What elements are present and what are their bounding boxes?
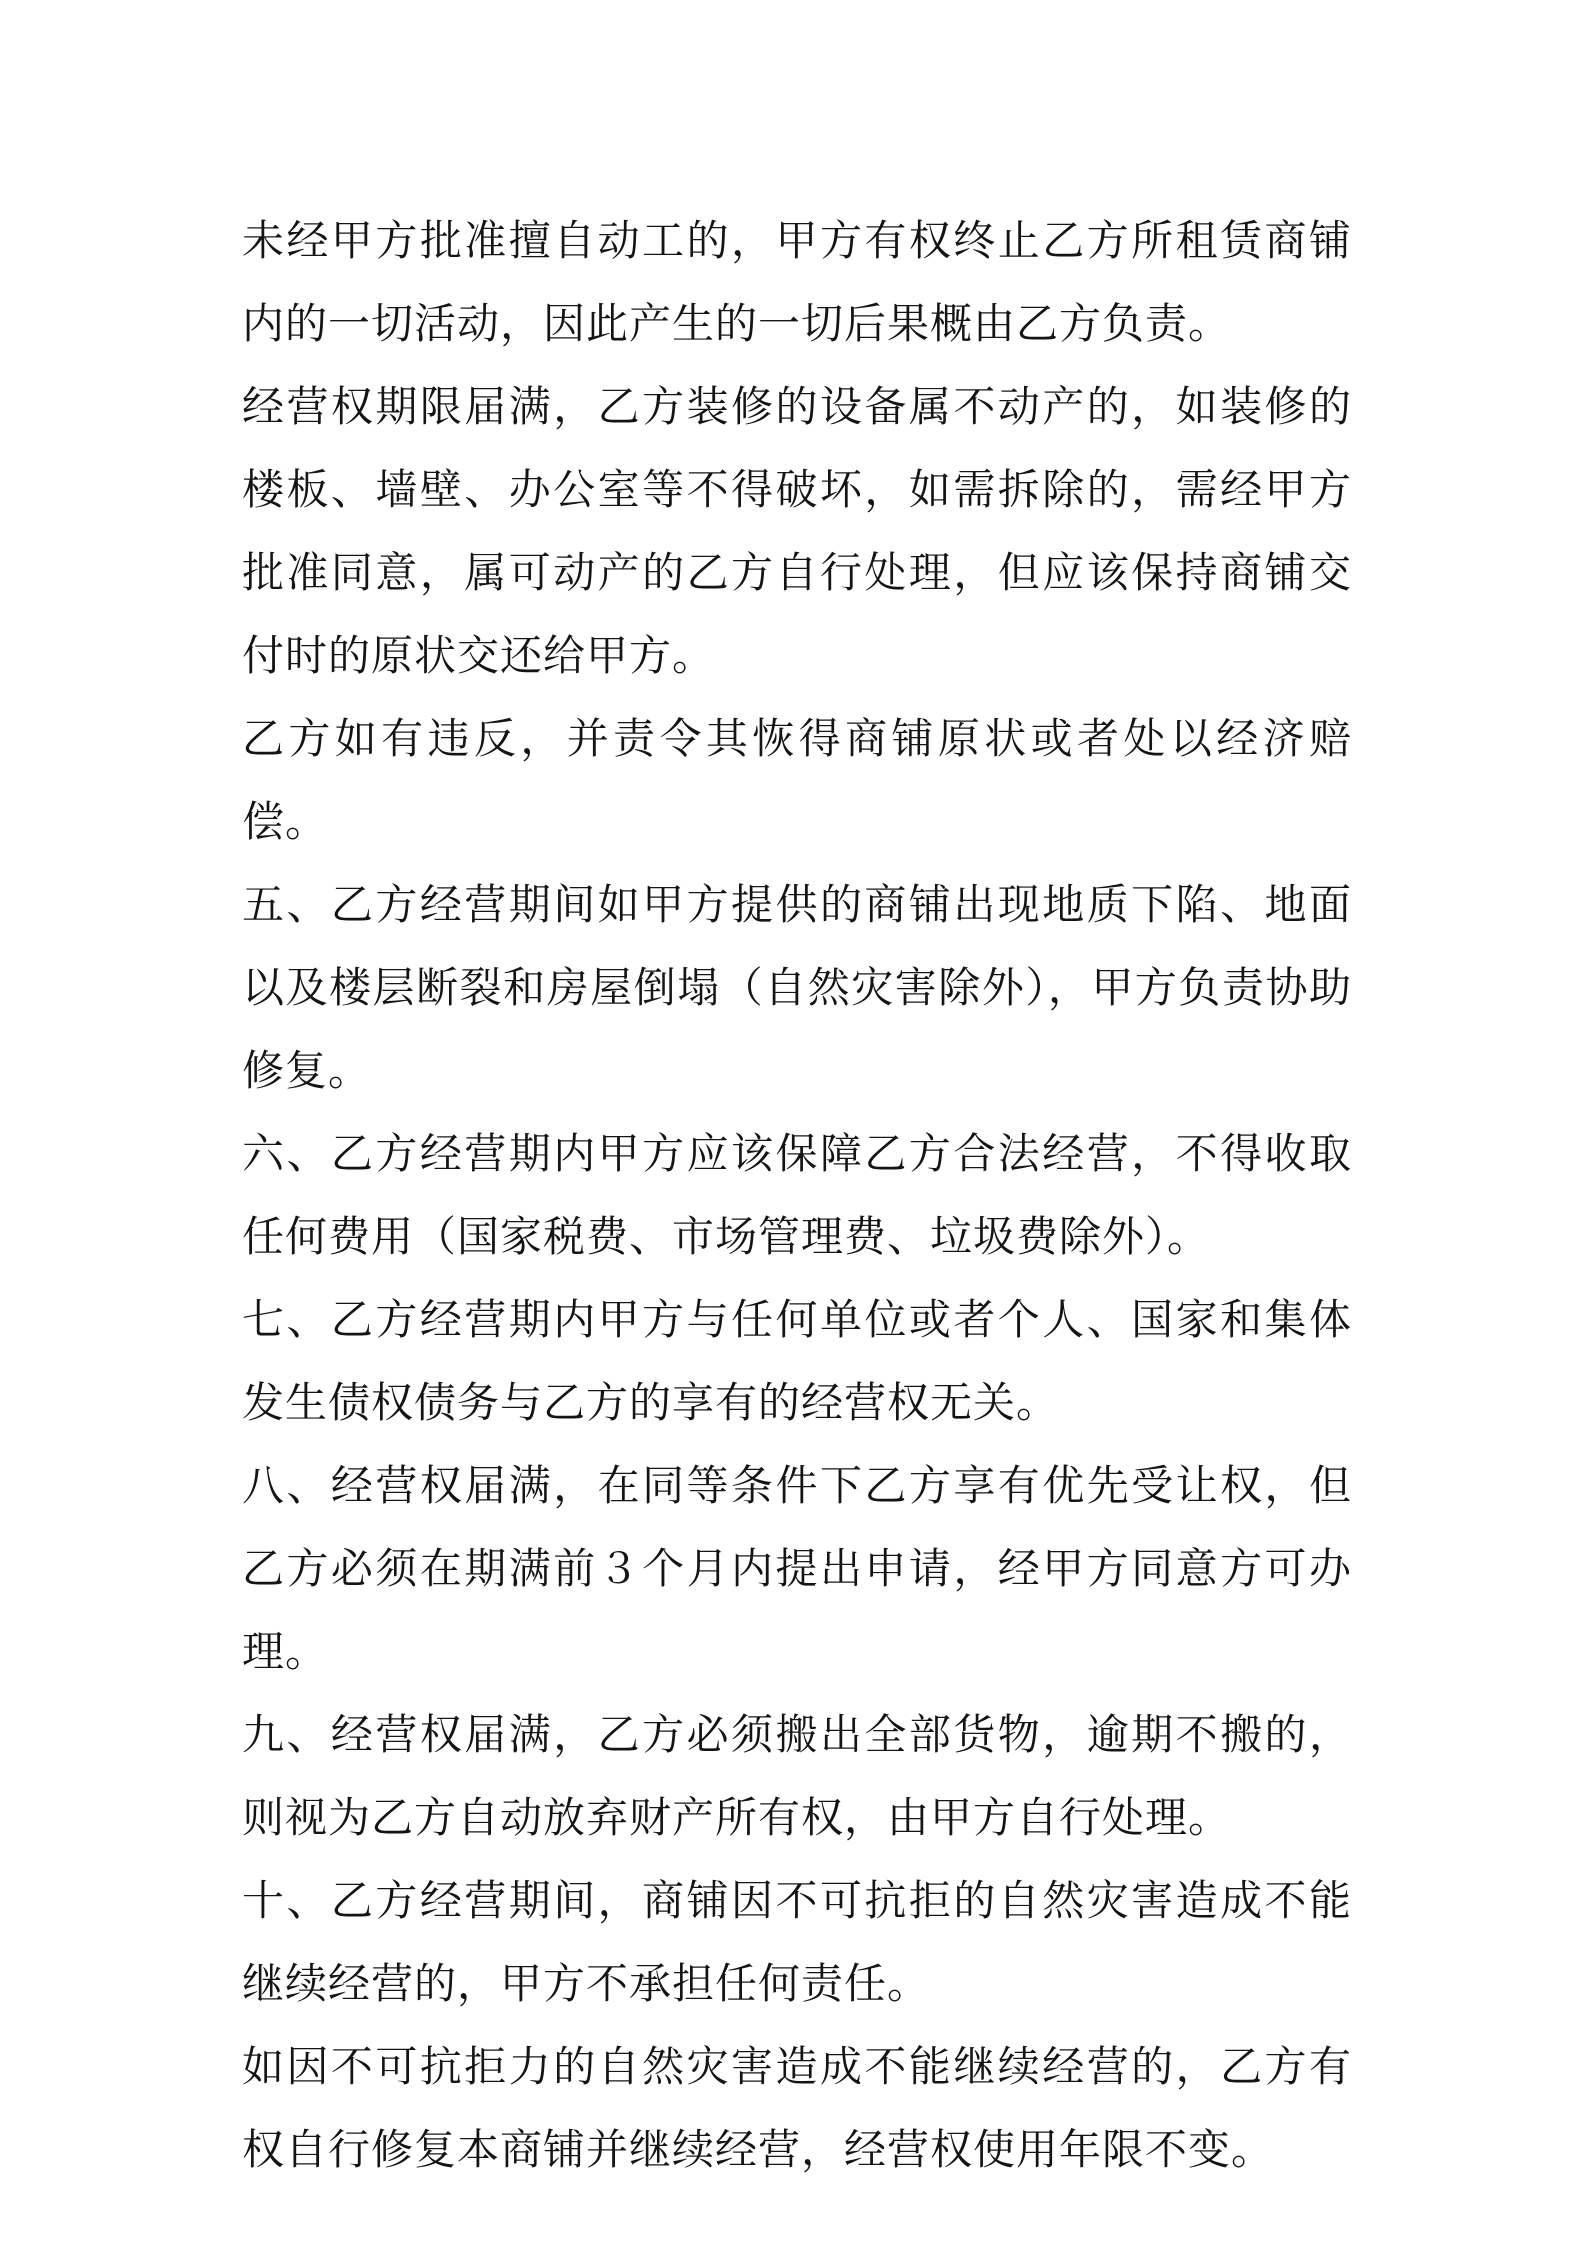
clause-9: 九、经营权届满，乙方必须搬出全部货物，逾期不搬的，则视为乙方自动放弃财产所有权，由甲方自行处理。	[242, 1710, 1352, 1842]
clause-8: 八、经营权届满，在同等条件下乙方享有优先受让权，但乙方必须在期满前３个月内提出申请，经甲方同意方可办理。	[242, 1461, 1352, 1676]
paragraph-force-majeure: 如因不可抗拒力的自然灾害造成不能继续经营的，乙方有权自行修复本商铺并继续经营，经营权使用年限不变。	[242, 2042, 1352, 2174]
paragraph-unauthorized-work: 未经甲方批准擅自动工的，甲方有权终止乙方所租赁商铺内的一切活动，因此产生的一切后果概由乙方负责。	[242, 216, 1352, 348]
paragraph-renovation-on-expiry: 经营权期限届满，乙方装修的设备属不动产的，如装修的楼板、墙壁、办公室等不得破坏，如需拆除的，需经甲方批准同意，属可动产的乙方自行处理，但应该保持商铺交付时的原状交还给甲方。	[242, 382, 1352, 680]
paragraph-violation-compensation: 乙方如有违反，并责令其恢得商铺原状或者处以经济赔偿。	[242, 714, 1352, 846]
clause-5: 五、乙方经营期间如甲方提供的商铺出现地质下陷、地面以及楼层断裂和房屋倒塌（自然灾害除外），甲方负责协助修复。	[242, 880, 1352, 1095]
clause-10: 十、乙方经营期间，商铺因不可抗拒的自然灾害造成不能继续经营的，甲方不承担任何责任。	[242, 1876, 1352, 2008]
document-body	[242, 199, 1352, 2191]
clause-6: 六、乙方经营期内甲方应该保障乙方合法经营，不得收取任何费用（国家税费、市场管理费、垃圾费除外）。	[242, 1129, 1352, 1261]
clause-7: 七、乙方经营期内甲方与任何单位或者个人、国家和集体发生债权债务与乙方的享有的经营权无关。	[242, 1295, 1352, 1427]
